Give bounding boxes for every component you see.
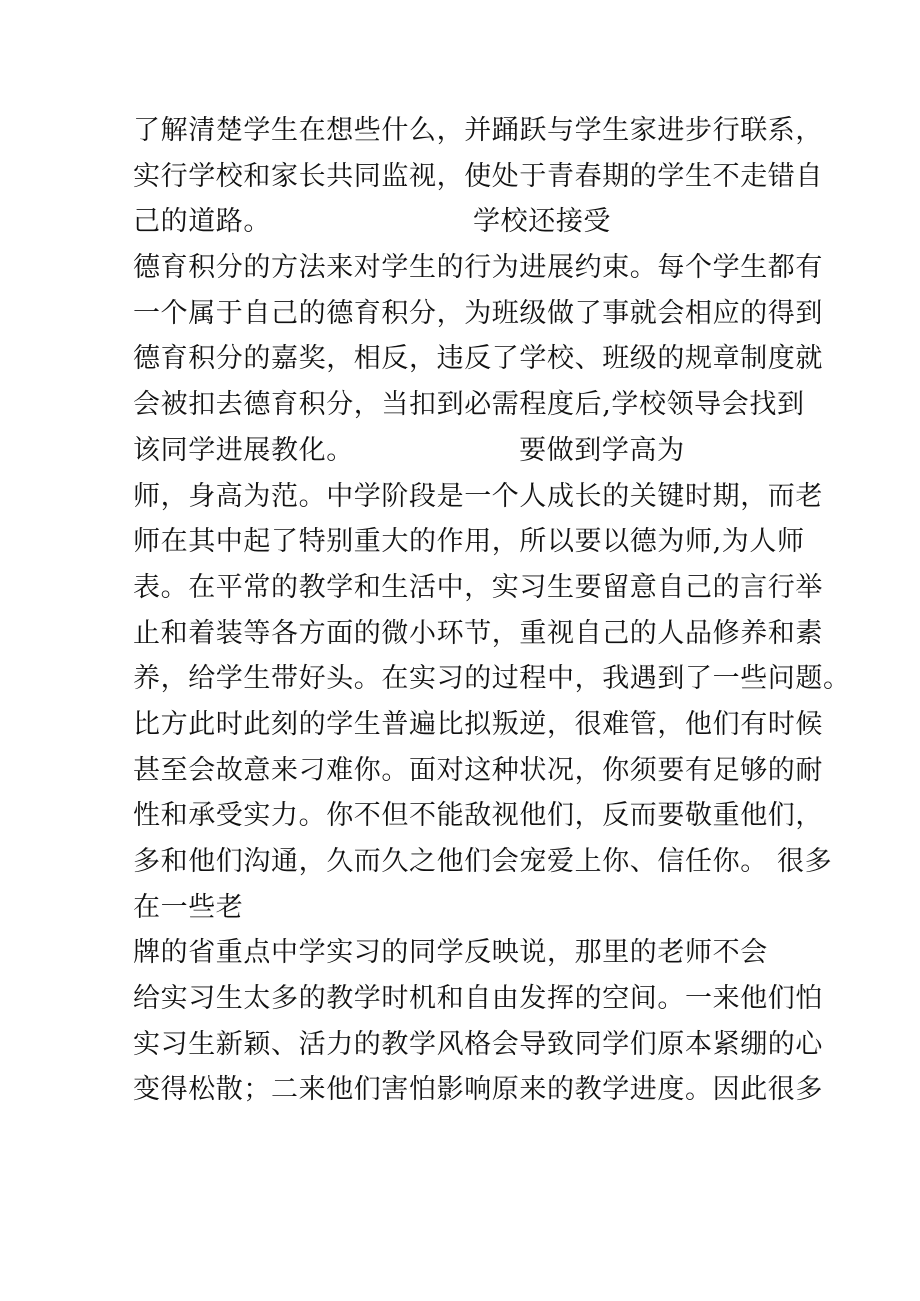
text-line: 性和承受实力。你不但不能敌视他们，反而要敬重他们， [133,800,823,832]
text-line: 德育积分的嘉奖，相反，违反了学校、班级的规章制度就 [133,343,823,375]
text-line: 师，身高为范。中学阶段是一个人成长的关键时期，而老 [133,480,823,512]
text-line: 甚至会故意来刁难你。面对这种状况，你须要有足够的耐 [133,754,823,786]
text-line: 在一些老 [133,891,244,923]
text-line: 实行学校和家长共同监视，使处于青春期的学生不走错自 [133,160,823,192]
text-line: 多和他们沟通，久而久之他们会宠爱上你、信任你。 很多 [133,846,833,877]
text-line: 比方此时此刻的学生普遍比拟叛逆，很难管，他们有时候 [133,708,823,740]
text-line: 实习生新颖、活力的教学风格会导致同学们原本紧绷的心 [133,1028,823,1060]
text-line: 变得松散；二来他们害怕影响原来的教学进度。因此很多 [133,1074,823,1106]
text-line: 会被扣去德育积分，当扣到必需程度后,学校领导会找到 [133,389,805,421]
text-line: 一个属于自己的德育积分，为班级做了事就会相应的得到 [133,297,823,329]
text-line: 德育积分的方法来对学生的行为进展约束。每个学生都有 [133,252,823,284]
text-line: 师在其中起了特别重大的作用，所以要以德为师,为人师 [133,526,805,558]
text-line: 己的道路。 学校还接受 [133,206,612,238]
text-line: 牌的省重点中学实习的同学反映说，那里的老师不会 [133,937,768,969]
text-line: 养，给学生带好头。在实习的过程中，我遇到了一些问题。 [133,663,851,695]
text-line: 止和着装等各方面的微小环节，重视自己的人品修养和素 [133,617,823,649]
text-line: 了解清楚学生在想些什么，并踊跃与学生家进步行联系， [133,115,823,146]
body-text [133,108,851,1113]
text-line: 给实习生太多的教学时机和自由发挥的空间。一来他们怕 [133,983,823,1015]
text-line: 表。在平常的教学和生活中，实习生要留意自己的言行举 [133,571,823,603]
text-line: 该同学进展教化。 要做到学高为 [133,434,685,466]
